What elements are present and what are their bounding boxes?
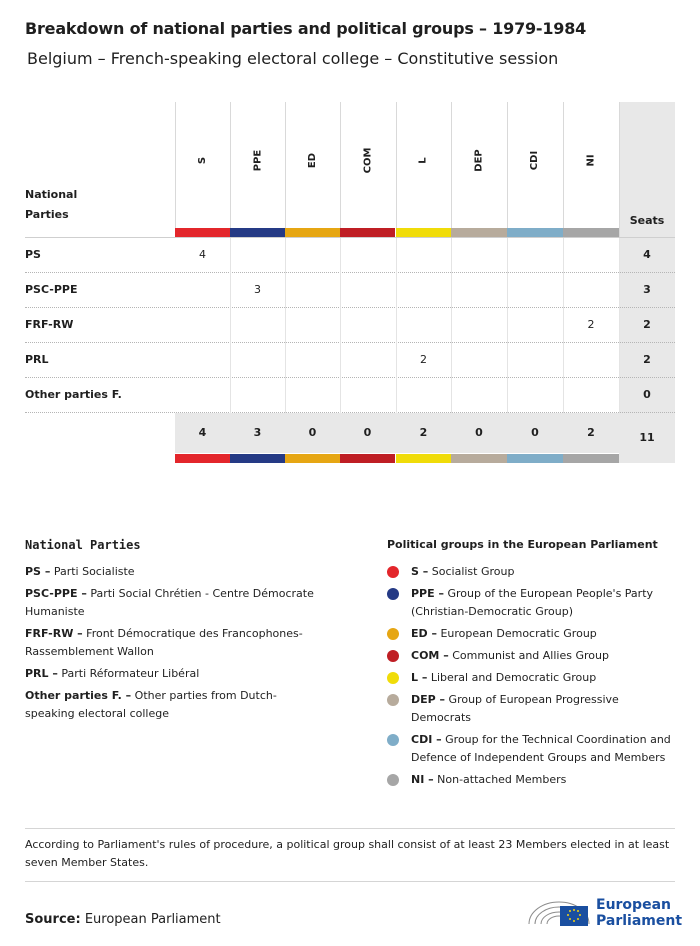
- group-color-dot: [387, 628, 399, 640]
- group-header-ed: [298, 145, 328, 175]
- group-header-com: [353, 145, 383, 175]
- group-color-bar: [285, 228, 340, 237]
- group-color-bar: [230, 454, 285, 463]
- political-group-item: [411, 731, 675, 767]
- row-total: 2: [643, 353, 651, 366]
- source-line: [25, 912, 221, 927]
- group-color-bar: [451, 228, 507, 237]
- party-name: Other parties F.: [25, 388, 122, 401]
- party-full-name: Parti Réformateur Libéral: [61, 667, 200, 680]
- political-group-item: [411, 625, 675, 643]
- group-color-dot: [387, 672, 399, 684]
- footnote: According to Parliament's rules of procedure, a political group shall consist of at least 23 Members elected in at least seven Member States.: [25, 838, 670, 869]
- group-color-bar: [563, 454, 619, 463]
- table-row-divider: [25, 307, 675, 308]
- national-party-item: [25, 563, 325, 581]
- seat-cell: 2: [420, 353, 427, 366]
- political-group-item: [411, 771, 675, 789]
- header-divider: [507, 102, 508, 237]
- group-color-bar: [175, 228, 230, 237]
- party-code: Other parties F. –: [25, 689, 132, 702]
- group-color-dot: [387, 694, 399, 706]
- header-divider: [563, 102, 564, 237]
- party-full-name: Parti Socialiste: [53, 565, 135, 578]
- group-code: ED –: [411, 627, 437, 640]
- party-name: FRF-RW: [25, 318, 74, 331]
- header-divider: [230, 102, 231, 237]
- political-group-item: [411, 563, 675, 581]
- header-divider: [340, 102, 341, 237]
- group-code: CDI –: [411, 733, 442, 746]
- group-color-bar: [340, 454, 395, 463]
- group-header-s: [188, 145, 218, 175]
- party-full-name: Parti Social Chrétien - Centre Démocrate Humaniste: [25, 587, 314, 618]
- group-code: DEP –: [411, 693, 446, 706]
- page-subtitle: Belgium – French-speaking electoral college – Constitutive session: [27, 49, 559, 68]
- group-full-name: Non-attached Members: [437, 773, 567, 786]
- logo-line: Parliament: [596, 913, 683, 929]
- group-full-name: Socialist Group: [431, 565, 515, 578]
- page-title: Breakdown of national parties and political groups – 1979-1984: [25, 19, 587, 38]
- group-color-bar: [340, 228, 395, 237]
- group-header-l: [409, 145, 439, 175]
- group-color-dot: [387, 566, 399, 578]
- header-divider: [396, 102, 397, 237]
- party-full-name: Front Démocratique des Francophones-Rassemblement Wallon: [25, 627, 303, 658]
- seat-cell: 2: [587, 318, 595, 331]
- row-total: 4: [643, 248, 651, 261]
- column-total: 2: [419, 426, 428, 439]
- row-total: 0: [643, 388, 651, 401]
- national-party-item: [25, 585, 325, 621]
- grid-line: [340, 238, 341, 413]
- row-total: 2: [643, 318, 651, 331]
- group-header-ppe: [243, 145, 273, 175]
- party-code: PRL –: [25, 667, 58, 680]
- table-row-divider: [25, 237, 675, 238]
- group-color-bar: [285, 454, 340, 463]
- party-code: PS –: [25, 565, 51, 578]
- group-color-bar: [396, 228, 451, 237]
- table-row-divider: [25, 272, 675, 273]
- group-color-bar: [230, 228, 285, 237]
- political-groups-heading: Political groups in the European Parliament: [387, 538, 658, 551]
- table-row-divider: [25, 377, 675, 378]
- national-party-item: [25, 665, 325, 683]
- table-row-divider: [25, 412, 675, 413]
- header-divider: [175, 102, 176, 237]
- group-full-name: Communist and Allies Group: [452, 649, 609, 662]
- political-group-item: [411, 585, 675, 621]
- group-color-bar: [507, 228, 563, 237]
- group-full-name: Group of the European People's Party (Christian-Democratic Group): [411, 587, 654, 618]
- group-color-bar: [563, 228, 619, 237]
- group-header-dep: [464, 145, 494, 175]
- group-code-label: DEP: [473, 148, 485, 172]
- grid-line: [285, 238, 286, 413]
- group-code: PPE –: [411, 587, 444, 600]
- row-total: 3: [643, 283, 651, 296]
- column-total: 0: [475, 426, 483, 439]
- group-color-bar: [175, 454, 230, 463]
- group-color-dot: [387, 774, 399, 786]
- grid-line: [230, 238, 231, 413]
- group-code: COM –: [411, 649, 449, 662]
- column-total: 3: [253, 426, 262, 439]
- source-label: Source:: [25, 912, 81, 927]
- group-header-ni: [576, 145, 606, 175]
- row-header-label: National: [25, 188, 78, 201]
- header-divider: [451, 102, 452, 237]
- group-color-bar: [507, 454, 563, 463]
- group-code-label: COM: [361, 147, 373, 173]
- group-code-label: PPE: [252, 149, 263, 171]
- group-color-dot: [387, 588, 399, 600]
- group-color-dot: [387, 650, 399, 662]
- party-code: FRF-RW –: [25, 627, 83, 640]
- group-full-name: European Democratic Group: [440, 627, 597, 640]
- group-full-name: Group of European Progressive Democrats: [411, 693, 619, 724]
- group-color-dot: [387, 734, 399, 746]
- group-code: NI –: [411, 773, 434, 786]
- party-code: PSC-PPE –: [25, 587, 87, 600]
- party-name: PRL: [25, 353, 49, 366]
- grid-line: [396, 238, 397, 413]
- logo-line: European: [596, 897, 671, 913]
- column-total: 4: [198, 426, 207, 439]
- group-code: S –: [411, 565, 429, 578]
- seat-cell: 4: [199, 248, 206, 261]
- group-full-name: Liberal and Democratic Group: [430, 671, 597, 684]
- national-party-item: [25, 625, 325, 661]
- seats-column-header: Seats: [629, 214, 665, 227]
- grid-line: [507, 238, 508, 413]
- national-party-item: [25, 687, 325, 723]
- seat-cell: 3: [254, 283, 261, 296]
- party-full-name: Other parties from Dutch-speaking electoral college: [25, 689, 277, 720]
- national-parties-heading: National Parties: [25, 538, 141, 552]
- header-divider: [619, 102, 620, 237]
- column-total: 2: [587, 426, 595, 439]
- column-total: 0: [363, 426, 372, 439]
- column-total: 0: [531, 426, 539, 439]
- row-header-label: Parties: [25, 208, 69, 221]
- political-group-item: [411, 691, 675, 727]
- group-color-bar: [396, 454, 451, 463]
- group-color-bar: [451, 454, 507, 463]
- logo-text: [596, 897, 682, 929]
- group-code-label: ED: [306, 152, 318, 168]
- divider: [25, 828, 675, 829]
- group-full-name: Group for the Technical Coordination and Defence of Independent Groups and Members: [411, 733, 671, 764]
- table-row-divider: [25, 342, 675, 343]
- party-name: PS: [25, 248, 41, 261]
- group-code-label: CDI: [529, 150, 541, 170]
- political-group-item: [411, 647, 675, 665]
- party-name: PSC-PPE: [25, 283, 78, 296]
- group-header-cdi: [520, 145, 550, 175]
- group-code: L –: [411, 671, 428, 684]
- source-value: European Parliament: [84, 912, 221, 927]
- header-divider: [285, 102, 286, 237]
- column-total: 0: [308, 426, 317, 439]
- grid-line: [451, 238, 452, 413]
- group-code-label: NI: [585, 153, 597, 167]
- group-code-label: S: [196, 156, 208, 164]
- grand-total: 11: [639, 431, 655, 444]
- divider: [25, 881, 675, 882]
- group-code-label: L: [418, 156, 429, 164]
- political-group-item: [411, 669, 675, 687]
